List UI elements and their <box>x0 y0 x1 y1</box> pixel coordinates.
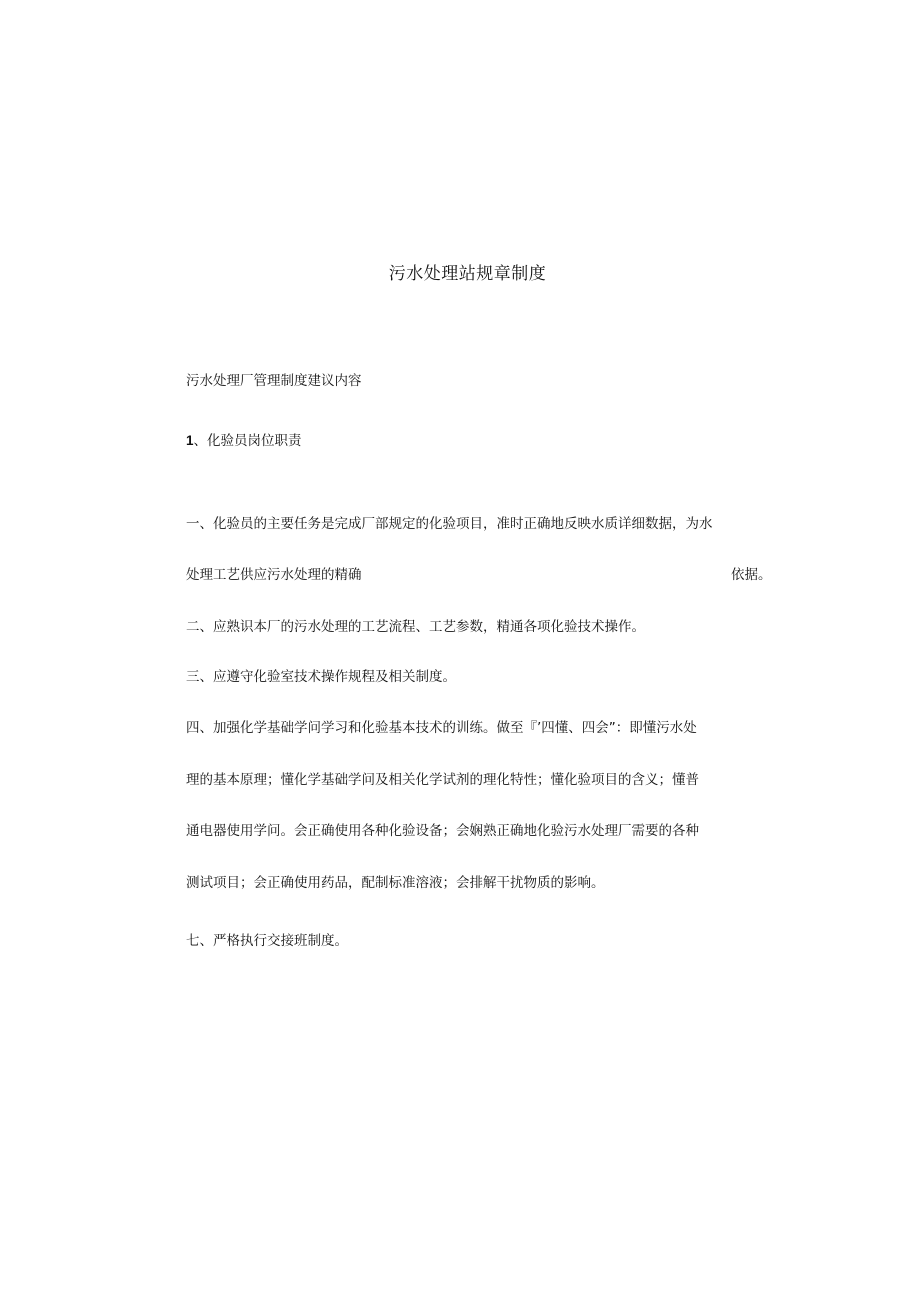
paragraph-line-4: 三、应遵守化验室技术操作规程及相关制度。 <box>186 669 456 685</box>
section-title: 、化验员岗位职责 <box>193 433 302 449</box>
paragraph-line-1: 一、化验员的主要任务是完成厂部规定的化验项目，准时正确地反映水质详细数据，为水 <box>186 516 713 532</box>
paragraph-line-5: 四、加强化学基础学问学习和化验基本技术的训练。做至『’四懂、四会”：即懂污水处 <box>186 720 697 736</box>
document-subtitle: 污水处理厂管理制度建议内容 <box>186 373 362 389</box>
paragraph-line-9: 七、严格执行交接班制度。 <box>186 933 348 949</box>
paragraph-line-2-right: 依据。 <box>731 567 772 583</box>
paragraph-line-2 <box>186 565 786 585</box>
paragraph-line-3: 二、应熟识本厂的污水处理的工艺流程、工艺参数，精通各项化验技术操作。 <box>186 619 645 635</box>
section-heading <box>186 431 302 451</box>
paragraph-line-2-left: 处理工艺供应污水处理的精确 <box>186 567 362 583</box>
paragraph-line-8: 测试项目；会正确使用药品，配制标准溶液；会排解干扰物质的影响。 <box>186 875 605 891</box>
document-title: 污水处理站规章制度 <box>388 264 547 284</box>
section-number: 1 <box>186 433 194 448</box>
paragraph-line-6: 理的基本原理；懂化学基础学问及相关化学试剂的理化特性；懂化验项目的含义；懂普 <box>186 772 699 788</box>
paragraph-line-7: 通电器使用学问。会正确使用各种化验设备；会娴熟正确地化验污水处理厂需要的各种 <box>186 823 699 839</box>
